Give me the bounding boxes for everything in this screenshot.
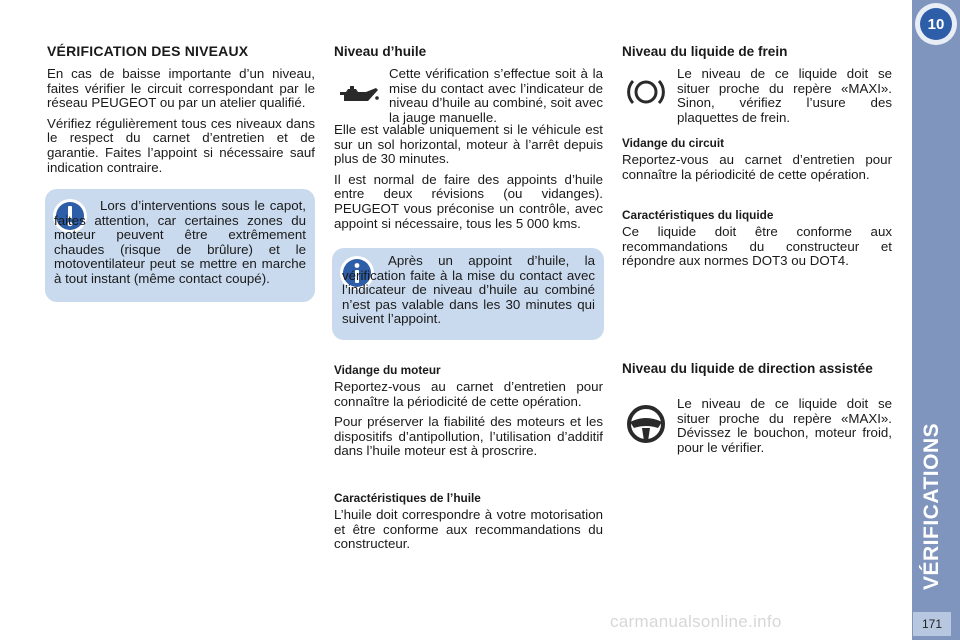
chapter-number: 10 xyxy=(920,8,952,40)
oil-topup-paragraph: Il est normal de faire des appoints d’huile entre deux révisions (ou vidanges). PEUGEOT vous préconise un contrôle, avec appoint si nécessaire, tous les 5 000 kms. xyxy=(334,171,603,231)
watermark-text: carmanualsonline.info xyxy=(610,612,782,631)
oil-validity-paragraph: Elle est valable uniquement si le véhicule est sur un sol horizontal, moteur à l’arrêt depuis plus de 30 minutes. xyxy=(334,122,603,167)
chapter-badge xyxy=(915,3,957,45)
circuit-drain-paragraph: Reportez-vous au carnet d’entretien pour connaître la périodicité de cette opération. xyxy=(622,152,892,182)
intro-paragraph: En cas de baisse importante d’un niveau, faites vérifier le circuit correspondant par le réseau PEUGEOT ou par un atelier qualifié. xyxy=(47,66,315,111)
warning-text: Lors d’interventions sous le capot, faites attention, car certaines zones du moteur peuvent être extrêmement chaudes (risque de brûlure) et le motoventilateur peut se mettre en marche à tout instant (même contact coupé). xyxy=(54,198,306,286)
oil-can-icon xyxy=(336,84,380,111)
oil-specs-paragraph: L’huile doit correspondre à votre motorisation et être conforme aux recommandations du constructeur. xyxy=(334,507,603,552)
section-title-oil: Niveau d’huile xyxy=(334,44,427,59)
circuit-drain-title: Vidange du circuit xyxy=(622,136,725,150)
steering-wheel-icon xyxy=(626,404,666,449)
steering-level-paragraph: Le niveau de ce liquide doit se situer proche du repère «MAXI». Dévissez le bouchon, moteur froid, pour le vérifier. xyxy=(677,396,892,455)
info-text: Après un appoint d’huile, la vérification faite à la mise du contact avec l’indicateur de niveau d’huile au combiné n’est pas valable dans les 30 minutes qui suivent l’appoint. xyxy=(342,253,595,327)
engine-drain-paragraph: Reportez-vous au carnet d’entretien pour connaître la périodicité de cette opération. xyxy=(334,379,603,409)
section-title-steering: Niveau du liquide de direction assistée xyxy=(622,361,873,376)
engine-drain-title: Vidange du moteur xyxy=(334,363,441,377)
chapter-label: VÉRIFICATIONS xyxy=(920,422,943,590)
page-number: 171 xyxy=(913,612,951,636)
brake-warning-icon xyxy=(626,76,666,113)
additive-paragraph: Pour préserver la fiabilité des moteurs et les dispositifs d’antipollution, l’utilisation d’additif dans l’huile moteur est à proscrire. xyxy=(334,414,603,459)
fluid-specs-title: Caractéristiques du liquide xyxy=(622,208,774,222)
oil-specs-title: Caractéristiques de l’huile xyxy=(334,491,481,505)
regular-check-paragraph: Vérifiez régulièrement tous ces niveaux dans le respect du carnet d’entretien et de garantie. Faites l’appoint si nécessaire sauf indication contraire. xyxy=(47,115,315,175)
section-title-verification: VÉRIFICATION DES NIVEAUX xyxy=(47,43,249,59)
chapter-sidebar xyxy=(912,0,960,640)
brake-level-paragraph: Le niveau de ce liquide doit se situer proche du repère «MAXI». Sinon, vérifiez l’usure des plaquettes de frein. xyxy=(677,66,892,125)
info-box xyxy=(332,248,604,340)
warning-box xyxy=(45,189,315,302)
oil-check-paragraph: Cette vérification s’effectue soit à la mise du contact avec l’indicateur de niveau d’huile au combiné, soit avec la jauge manuelle. xyxy=(389,66,603,125)
section-title-brake: Niveau du liquide de frein xyxy=(622,44,788,59)
fluid-specs-paragraph: Ce liquide doit être conforme aux recommandations du constructeur et répondre aux normes DOT3 ou DOT4. xyxy=(622,224,892,269)
